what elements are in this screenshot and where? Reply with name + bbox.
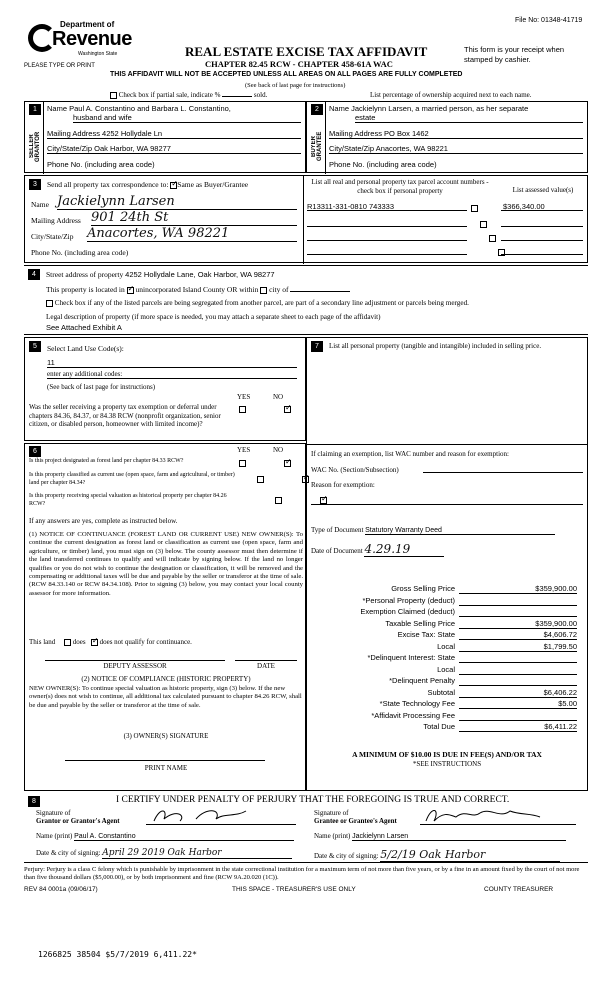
located-label: This property is located in: [46, 285, 125, 294]
fee-row: [307, 607, 587, 619]
land-use-see-back: (See back of last page for instructions): [47, 383, 156, 391]
seller-vertical-label: SELLER GRANTOR: [29, 131, 41, 162]
corr-mail-label: Mailing Address: [31, 216, 81, 225]
seller-city: Oak Harbor, WA 98277: [94, 144, 171, 153]
fee-value: [459, 711, 577, 721]
fee-value: [459, 607, 577, 617]
send-correspondence-label: Send all property tax correspondence to:: [47, 180, 169, 189]
fee-label: Excise Tax: State: [397, 630, 455, 639]
corr-phone-label: Phone No. (including area code): [31, 248, 129, 257]
buyer-name-label: Name: [329, 104, 350, 113]
unincorporated-checkbox[interactable]: [127, 287, 134, 294]
grantee-agent-label: Grantee or Grantee's Agent: [314, 817, 397, 825]
buyer-vertical-label: BUYER GRANTEE: [311, 131, 323, 162]
parcel-header: List all real and personal property tax parcel account numbers - check box if personal property: [311, 178, 489, 195]
fee-value: $1,799.50: [459, 642, 577, 652]
parcel-checkbox[interactable]: [480, 221, 487, 228]
fee-value: [459, 596, 577, 606]
forest-land-question: Is this project designated as forest land per chapter 84.33 RCW?: [29, 458, 184, 464]
fee-value: $4,606.72: [459, 630, 577, 640]
section-number: 4: [28, 269, 40, 280]
no-header: NO: [273, 393, 284, 401]
does-checkbox[interactable]: [64, 639, 71, 646]
section-number: 8: [28, 796, 40, 807]
buyer-name: Jackielynn Larsen, a married person, as her separate: [351, 104, 529, 113]
parcel-number: R13311-331-0810 743333: [307, 202, 395, 211]
list-percentage: List percentage of ownership acquired next to each name.: [370, 91, 532, 99]
segregated-checkbox[interactable]: [46, 300, 53, 307]
legal-description-label: Legal description of property (if more space is needed, you may attach a separate sheet to each page of the affidavit): [46, 313, 381, 321]
buyer-mail-label: Mailing Address: [329, 129, 382, 138]
fee-value: $359,900.00: [459, 619, 577, 629]
seller-phone-label: Phone No. (including area code): [47, 160, 155, 169]
corr-name: Jackielynn Larsen: [57, 194, 297, 210]
land-use-code: 11: [47, 358, 297, 368]
fee-label: *Personal Property (deduct): [362, 595, 455, 605]
personal-property-label: List all personal property (tangible and intangible) included in selling price.: [329, 342, 542, 350]
grantor-print-name: Paul A. Constantino: [74, 833, 294, 841]
buyer-mail: PO Box 1462: [384, 129, 429, 138]
doc-type: Statutory Warranty Deed: [365, 527, 555, 535]
county-treasurer-label: COUNTY TREASURER: [484, 886, 554, 893]
does-label: does: [72, 638, 86, 646]
buyer-city: Anacortes, WA 98221: [375, 144, 448, 153]
city-of-label: city of: [269, 285, 289, 294]
no-header: NO: [273, 446, 284, 454]
fee-label: *State Technology Fee: [379, 699, 455, 708]
historic-question: Is this property receiving special valuation as historical property per chapter 84.26 RCW?: [29, 493, 227, 507]
seller-city-label: City/State/Zip: [47, 144, 93, 153]
additional-codes: enter any additional codes:: [47, 370, 297, 379]
fee-label: *Delinquent Interest: State: [367, 653, 455, 662]
current-use-question: Is this property classified as current use (open space, farm and agricultural, or timber) land per chapter 84.34?: [29, 472, 235, 486]
grantee-name-label: Name (print): [314, 832, 351, 840]
yes-header: YES: [237, 446, 251, 454]
treasurer-use-label: THIS SPACE - TREASURER'S USE ONLY: [232, 886, 356, 893]
corr-city: Anacortes, WA 98221: [87, 226, 297, 242]
fee-row: [307, 642, 587, 654]
seller-mail-label: Mailing Address: [47, 129, 100, 138]
doc-type-label: Type of Document: [311, 526, 364, 534]
does-not-checkbox[interactable]: [91, 639, 98, 646]
form-title: REAL ESTATE EXCISE TAX AFFIDAVIT: [185, 44, 428, 59]
deputy-assessor-label: DEPUTY ASSESSOR: [103, 662, 167, 670]
file-number: File No: 01348-41719: [515, 17, 583, 24]
qualify-label: qualify for continuance.: [124, 638, 192, 646]
see-instructions: *SEE INSTRUCTIONS: [412, 760, 482, 768]
fee-value: [459, 665, 577, 675]
deputy-date-label: DATE: [257, 662, 275, 670]
exemption-no-checkbox[interactable]: [284, 406, 291, 413]
section-number: 1: [29, 104, 41, 115]
exemption-claim-label: If claiming an exemption, list WAC number and reason for exemption:: [311, 450, 509, 458]
segregated-label: Check box if any of the listed parcels are being segregated from another parcel, are part of a secondary line adjustment or parcels being merged.: [54, 299, 469, 307]
owner-signature-label: (3) OWNER(S) SIGNATURE: [123, 732, 209, 740]
grantee-date-label: Date & city of signing:: [314, 852, 379, 860]
fee-row: [307, 584, 587, 596]
section-number: 2: [311, 104, 323, 115]
logo: [28, 20, 138, 62]
fee-label: Taxable Selling Price: [385, 618, 455, 628]
same-as-buyer-checkbox[interactable]: [170, 182, 177, 189]
grantee-signature-scribble: [420, 805, 576, 825]
minimum-fee-notice: A MINIMUM OF $10.00 IS DUE IN FEE(S) AND/OR TAX: [352, 750, 542, 759]
fee-row: [307, 653, 587, 665]
logo-line3: Washington State: [78, 51, 118, 57]
fee-value: [459, 653, 577, 663]
forest-yes-checkbox[interactable]: [239, 460, 246, 467]
fee-label: Subtotal: [427, 687, 455, 697]
logo-line1: Department of: [60, 20, 115, 29]
land-use-label: Select Land Use Code(s):: [47, 344, 124, 353]
revision-label: REV 84 0001a (09/06/17): [24, 886, 98, 893]
grantor-date-city: April 29 2019 Oak Harbor: [102, 848, 292, 859]
partial-sale-checkbox[interactable]: [110, 92, 117, 99]
section-2-buyer: [306, 101, 588, 173]
grantor-signature-scribble: [146, 805, 296, 825]
seller-name: Paul A. Constantino and Barbara L. Constantino,: [69, 104, 231, 113]
sold-label: sold.: [253, 91, 268, 99]
form-subtitle: CHAPTER 82.45 RCW - CHAPTER 458-61A WAC: [205, 59, 393, 69]
certify-statement: I CERTIFY UNDER PENALTY OF PERJURY THAT THE FOREGOING IS TRUE AND CORRECT.: [116, 795, 510, 805]
section-7-financial: [306, 337, 588, 791]
parcel-checkbox[interactable]: [471, 205, 478, 212]
fee-label: *Delinquent Penalty: [389, 676, 455, 685]
assessed-header: List assessed value(s): [512, 186, 574, 194]
doc-date-label: Date of Document: [311, 547, 363, 555]
not-accepted-notice: THIS AFFIDAVIT WILL NOT BE ACCEPTED UNLESS ALL AREAS ON ALL PAGES ARE FULLY COMPLETED: [110, 71, 463, 78]
grantee-print-name: Jackielynn Larsen: [352, 833, 566, 841]
exemption-yes-checkbox[interactable]: [239, 406, 246, 413]
street-label: Street address of property: [46, 270, 124, 279]
see-back: (See back of last page for instructions): [245, 82, 346, 89]
grantor-signature: [146, 805, 296, 825]
fee-value: $6,411.22: [459, 722, 577, 732]
partial-sale-label: Check box if partial sale, indicate %: [118, 91, 221, 99]
same-as-buyer-label: Same as Buyer/Grantee: [177, 180, 249, 189]
fee-value: $6,406.22: [459, 688, 577, 698]
partial-sale-row: [110, 91, 267, 99]
fee-row: [307, 665, 587, 677]
section-number: 7: [311, 341, 323, 352]
legal-description: See Attached Exhibit A: [46, 323, 122, 332]
fee-table: [307, 584, 587, 734]
fee-row: [307, 699, 587, 711]
notice-of-continuance: (1) NOTICE OF CONTINUANCE (FOREST LAND OR CURRENT USE) NEW OWNER(S): To continue the current designation as forest land or classification as current use (open space, farm and agriculture, or timber) land, you must sign on (3) below. The county assessor must then determine if the land transferred continues to qualify and will indicate by signing below. If the land no longer qualifies or you do not wish to continue the designation or classification, it will be removed and the compensating or additional taxes will be due and payable by the seller or transferor at the time of sale. (RCW 84.33.140 or RCW 84.34.108). Prior to signing (3) below, you may contact your local county assessor for more information.: [29, 531, 303, 597]
section-1-seller: [24, 101, 306, 173]
buyer-name-line2: estate: [355, 113, 583, 123]
wac-label: WAC No. (Section/Subsection): [311, 466, 399, 474]
notice-of-compliance: NEW OWNER(S): To continue special valuation as historic property, sign (3) below. If the new owner(s) does not wish to continue, all additional tax calculated pursuant to chapter 84.26 RCW, shall be due and payable by the seller or transferor at the time of sale.: [29, 685, 302, 709]
section-8-certification: [24, 793, 588, 863]
section-3-correspondence: [24, 175, 588, 263]
fee-row: [307, 688, 587, 700]
cashier-stamp: 1266825 38504 $5/7/2019 6,411.22*: [38, 950, 197, 959]
doc-date: 4.29.19: [364, 542, 444, 557]
section-6-continuance: [24, 443, 306, 791]
buyer-city-label: City/State/Zip: [329, 144, 375, 153]
does-not-label: does not: [99, 638, 124, 646]
grantor-sig-label: Signature of: [36, 809, 71, 817]
corr-city-label: City/State/Zip: [31, 232, 74, 241]
fee-row: [307, 711, 587, 723]
fee-row: [307, 596, 587, 608]
corr-name-label: Name: [31, 200, 49, 209]
fee-label: Local: [437, 664, 455, 674]
fee-label: Local: [437, 641, 455, 651]
exemption-question: Was the seller receiving a property tax exemption or deferral under chapters 84.36, 84.37, or 84.38 RCW (nonprofit organization, senior citizen, or disabled person, homeowner with limited income)?: [29, 403, 221, 428]
fee-value: $5.00: [459, 699, 577, 709]
unincorporated-label: unincorporated Island County OR within: [135, 285, 259, 294]
receipt-note: This form is your receipt when stamped by cashier.: [464, 45, 565, 64]
fee-label: Gross Selling Price: [391, 584, 455, 593]
print-name-label: PRINT NAME: [144, 764, 188, 772]
grantor-agent-label: Grantor or Grantor's Agent: [36, 817, 120, 825]
section-4-property: [24, 265, 588, 335]
section-number: 6: [29, 446, 41, 457]
city-of-checkbox[interactable]: [260, 287, 267, 294]
section-5-land-use: [24, 337, 306, 441]
grantor-name-label: Name (print): [36, 832, 73, 840]
notice-of-compliance-title: (2) NOTICE OF COMPLIANCE (HISTORIC PROPERTY): [81, 675, 251, 683]
grantor-date-label: Date & city of signing:: [36, 849, 101, 857]
current-use-yes-checkbox[interactable]: [257, 476, 264, 483]
grantee-sig-label: Signature of: [314, 809, 349, 817]
yes-header: YES: [237, 393, 251, 401]
fee-row: [307, 619, 587, 631]
seller-name-label: Name: [47, 104, 68, 113]
grantee-date-city: 5/2/19 Oak Harbor: [380, 848, 560, 862]
seller-name-line2: husband and wife: [73, 113, 301, 123]
fee-row: [307, 722, 587, 734]
fee-label: *Affidavit Processing Fee: [371, 710, 455, 720]
logo-line2: Revenue: [52, 28, 132, 50]
fee-value: $359,900.00: [459, 584, 577, 594]
forest-no-checkbox[interactable]: [284, 460, 291, 467]
grantee-signature: [420, 805, 576, 825]
section-number: 3: [29, 179, 41, 190]
corr-mail: 901 24th St: [91, 210, 297, 226]
reason-label: Reason for exemption:: [311, 481, 375, 489]
parcel-checkbox[interactable]: [498, 249, 505, 256]
street-address: 4252 Hollydale Lane, Oak Harbor, WA 98277: [125, 270, 275, 279]
section-number: 5: [29, 341, 41, 352]
parcel-checkbox[interactable]: [489, 235, 496, 242]
fee-row: [307, 676, 587, 688]
perjury-notice: Perjury: Perjury is a class C felony which is punishable by imprisonment in the state correctional institution for a maximum term of not more than five years, or by a fine in an amount fixed by the court of not more than five thousand dollars ($5,000.00), or by both imprisonment and fine (RCW 9A.20.020 (1C)).: [24, 866, 580, 881]
seller-mail: 4252 Hollydale Ln: [102, 129, 163, 138]
historic-yes-checkbox[interactable]: [275, 497, 282, 504]
fee-row: [307, 630, 587, 642]
this-land-label: This land: [29, 638, 56, 646]
please-type: PLEASE TYPE OR PRINT: [24, 63, 95, 69]
fee-label: Total Due: [423, 722, 455, 731]
fee-label: Exemption Claimed (deduct): [360, 607, 455, 616]
assessed-value: $366,340.00: [503, 202, 545, 211]
if-any-yes: If any answers are yes, complete as instructed below.: [29, 517, 178, 525]
fee-value: [459, 676, 577, 686]
buyer-phone-label: Phone No. (including area code): [329, 160, 437, 169]
